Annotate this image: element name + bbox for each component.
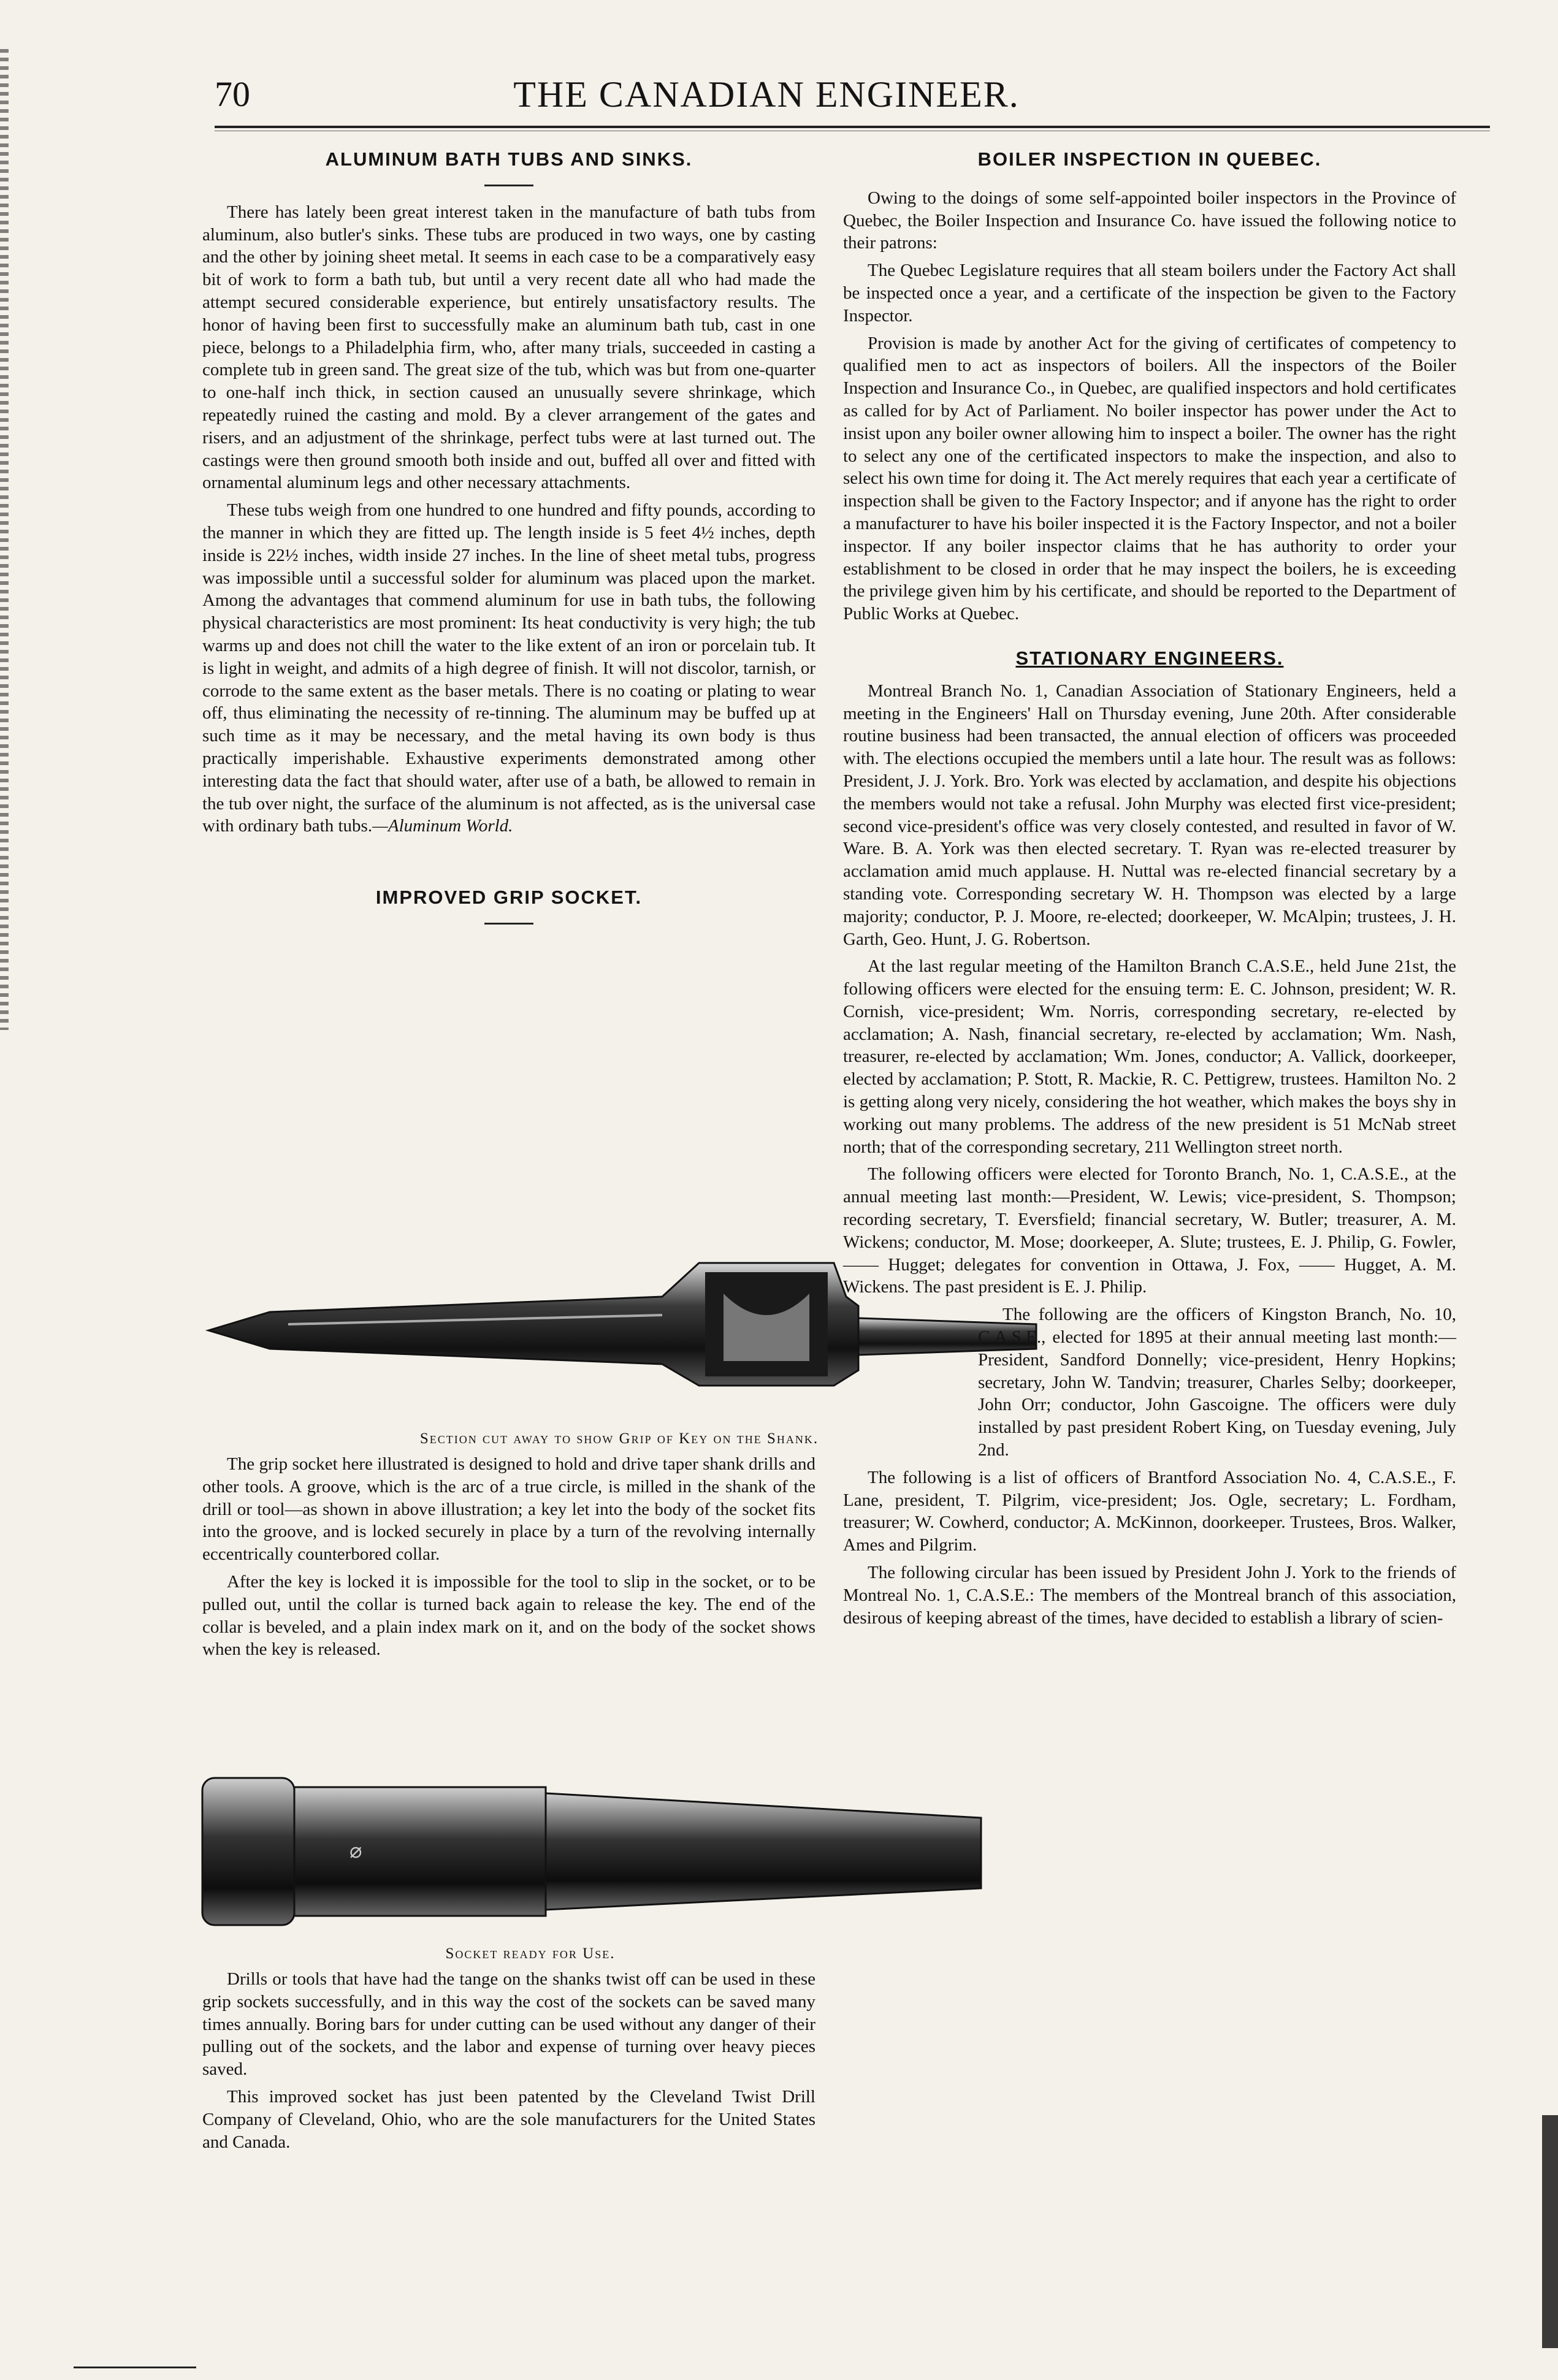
left-column-bottom xyxy=(202,1968,815,2158)
article-title: ALUMINUM BATH TUBS AND SINKS. xyxy=(325,148,693,170)
socket-ready-illustration xyxy=(196,1766,987,1937)
figure-caption: Section cut away to show Grip of Key on the Shank. xyxy=(419,1430,819,1447)
article-title: STATIONARY ENGINEERS. xyxy=(1015,647,1284,669)
article-paragraph: The following circular has been issued by President John J. York to the friends of Montreal No. 1, C.A.S.E.: The members of the Montreal branch of this association, desirous of keeping abreast of the times, have decided to establish a library of scien- xyxy=(843,1563,1456,1628)
running-title: THE CANADIAN ENGINEER. xyxy=(513,74,1020,115)
article-paragraph: After the key is locked it is impossible for the tool to slip in the socket, or to be pulled out, until the collar is turned back again to release the key. The end of the collar is beveled, and a plain index mark on it, and on the body of the socket shows when the key is released. xyxy=(202,1571,815,1660)
article-paragraph: This improved socket has just been patented by the Cleveland Twist Drill Company of Cleveland, Ohio, who are the sole manufacturers for the United States and Canada. xyxy=(202,2086,815,2152)
header-rule xyxy=(215,126,1490,128)
page-header xyxy=(184,74,1349,123)
article-source: —Aluminum World. xyxy=(372,816,513,836)
article-paragraph: The following is a list of officers of Brantford Association No. 4, C.A.S.E., F. Lane, president, T. Pilgrim, vice-president; Jos. Ogle, secretary; L. Fordham, treasurer; W. Cowherd, conductor; A. McKinnon, doorkeeper. Trustees, Bros. Walker, Ames and Pilgrim. xyxy=(843,1467,1456,1555)
article-paragraph xyxy=(202,499,815,837)
socket-mark-text: ⌀ xyxy=(349,1840,362,1863)
article-paragraph: There has lately been great interest taken in the manufacture of bath tubs from aluminum, also butler's sinks. These tubs are produced in two ways, one by casting and the other by joining sheet metal. It seems in each case to be a comparatively easy bit of work to form a bath tub, but until a very recent date all who had made the attempt secured considerable experience, but entirely unsatisfactory results. The honor of having been first to successfully make an aluminum bath tub, cast in one piece, belongs to a Philadelphia firm, who, after many trials, succeeded in casting a complete tub in green sand. The great size of the tub, which was but from one-quarter to one-half inch thick, in section caused an unusually severe shrinkage, which repeatedly ruined the casting and mold. By a clever arrangement of the gates and risers, and an adjustment of the shrinkage, perfect tubs were at last turned out. The castings were then ground smooth both inside and out, buffed all over and fitted with ornamental aluminum legs and other necessary attachments. xyxy=(202,202,815,493)
page-number: 70 xyxy=(215,74,250,114)
article-paragraph: The following are the officers of Kingston Branch, No. 10, C.A.S.E., elected for 1895 at their annual meeting last month:—President, Sandford Donnelly; vice-president, Henry Hopkins; secretary, John W. Tandvin; treasurer, Charles Selby; doorkeeper, John Orr; conductor, John Gascoigne. The officers were duly installed by past president Robert King, on Tuesday evening, July 2nd. xyxy=(978,1305,1456,1460)
article-paragraph: Owing to the doings of some self-appointed boiler inspectors in the Province of Quebec, the Boiler Inspection and Insurance Co. have issued the following notice to their patrons: xyxy=(843,188,1456,253)
scan-edge-marks xyxy=(0,49,9,1030)
figure-caption: Socket ready for Use. xyxy=(445,1945,616,1962)
article-paragraph: The grip socket here illustrated is designed to hold and drive taper shank drills and other tools. A groove, which is the arc of a true circle, is milled in the shank of the drill or tool—as shown in above illustration; a key let into the body of the socket fits into the groove, and is locked securely in place by a turn of the revolving internally eccentrically counterbored collar. xyxy=(202,1454,815,1565)
article-paragraph-text: These tubs weigh from one hundred to one hundred and fifty pounds, according to the manner in which they are fitted up. The length inside is 5 feet 4½ inches, depth inside is 22½ inches, width inside 27 inches. In the line of sheet metal tubs, progress was impossible until a successful solder for aluminum was placed upon the market. Among the advantages that commend aluminum for use in bath tubs, the following physical characteristics are most prominent: Its heat conductivity is very high; the tub warms up and does not chill the water to the like extent of an iron or porcelain tub. It is light in weight, and admits of a high degree of finish. It will not discolor, tarnish, or corrode to the same extent as the baser metals. There is no coating or plating to wear off, thus eliminating the necessity of re-tinning. The aluminum may be buffed up at such time as it may be necessary, and the metal having its own body is thus practically imperishable. Exhaustive experiments demonstrated among other interesting data the fact that should water, after use of a bath, be allowed to remain in the tub over night, the surface of the aluminum is not affected, as is the universal case with ordinary bath tubs. xyxy=(202,500,815,836)
article-paragraph: Montreal Branch No. 1, Canadian Association of Stationary Engineers, held a meeting in the Engineers' Hall on Thursday evening, June 20th. After considerable routine business had been transacted, the annual election of officers was proceeded with. The elections occupied the members until a late hour. The result was as follows: President, J. J. York. Bro. York was elected by acclamation, and despite his objections the members would not take a refusal. John Murphy was elected first vice-president; second vice-president's office was very closely contested, and resulted in favor of W. Ware. B. A. York was then elected secretary. T. Ryan was re-elected treasurer by acclamation amid much applause. H. Nuttal was re-elected financial secretary by a standing vote. Corresponding secretary W. H. Thompson was elected by a large majority; conductor, P. J. Moore, re-elected; doorkeeper, W. McAlpin; trustees, J. H. Garth, Geo. Hunt, J. G. Robertson. xyxy=(843,681,1456,949)
article-paragraph: Drills or tools that have had the tange on the shanks twist off can be used in these grip sockets successfully, and in this way the cost of the sockets can be saved many times annually. Boring bars for under cutting can be used without any danger of their pulling out of the sockets, and the labor and expense of turning over heavy pieces saved. xyxy=(202,1969,815,2080)
left-column-lower xyxy=(202,1453,815,1666)
article-paragraph: The following officers were elected for Toronto Branch, No. 1, C.A.S.E., at the annual meeting last month:—President, W. Lewis; vice-president, S. Thompson; recording secretary, T. Eversfield; financial secretary, W. Butler; treasurer, A. M. Wickens; conductor, M. Mose; doorkeeper, A. Slute; trustees, E. J. Philip, G. Fowler, —— Hugget; delegates for convention in Ottawa, J. Fox, —— Hugget, A. M. Wickens. The past president is E. J. Philip. xyxy=(843,1164,1456,1297)
article-paragraph: At the last regular meeting of the Hamilton Branch C.A.S.E., held June 21st, the following officers were elected for the ensuing term: E. C. Johnson, president; W. R. Cornish, vice-president; Wm. Norris, corresponding secretary, re-elected by acclamation; A. Nash, financial secretary, re-elected by acclamation; Wm. Nash, treasurer, re-elected by acclamation; Wm. Jones, conductor; A. Vallick, doorkeeper, elected by acclamation; P. Stott, R. Mackie, R. C. Pettigrew, trustees. Hamilton No. 2 is getting along very nicely, considering the hot weather, which makes the boys shy in working out many problems. The address of the new president is 51 McNab street north; that of the corresponding secretary, 211 Wellington street north. xyxy=(843,956,1456,1157)
footer-rule xyxy=(74,2367,196,2368)
article-title: IMPROVED GRIP SOCKET. xyxy=(375,887,643,909)
right-column xyxy=(843,141,1456,1634)
title-rule xyxy=(484,923,533,925)
article-paragraph: The Quebec Legislature requires that all steam boilers under the Factory Act shall be inspected once a year, and a certificate of the inspection be given to the Factory Inspector. xyxy=(843,261,1456,326)
figure-socket-ready xyxy=(196,1766,987,1971)
left-column xyxy=(202,141,815,939)
article-paragraph: Provision is made by another Act for the giving of certificates of competency to qualified men to act as inspectors of boilers. All the inspectors of the Boiler Inspection and Insurance Co., in Quebec, are qualified inspectors and hold certificates as called for by Act of Parliament. No boiler inspector has power under the Act to insist upon any boiler owner allowing him to inspect a boiler. The owner has the right to select any one of the certificated inspectors to make the inspection, and also to select his own time for doing it. The Act merely requires that each year a certificate of inspection shall be given to the Factory Inspector; and if anyone has the right to order a manufacturer to have his boiler inspected it is the Factory Inspector, and not a boiler inspector. If any boiler inspector claims that he has authority to order your establishment to be closed in order that he may inspect the boilers, he is exceeding the privilege given him by his certificate, and should be reported to the Department of Public Works at Quebec. xyxy=(843,333,1456,624)
title-rule xyxy=(484,185,533,186)
article-title: BOILER INSPECTION IN QUEBEC. xyxy=(977,148,1322,170)
scan-edge-mark xyxy=(1542,2115,1558,2348)
